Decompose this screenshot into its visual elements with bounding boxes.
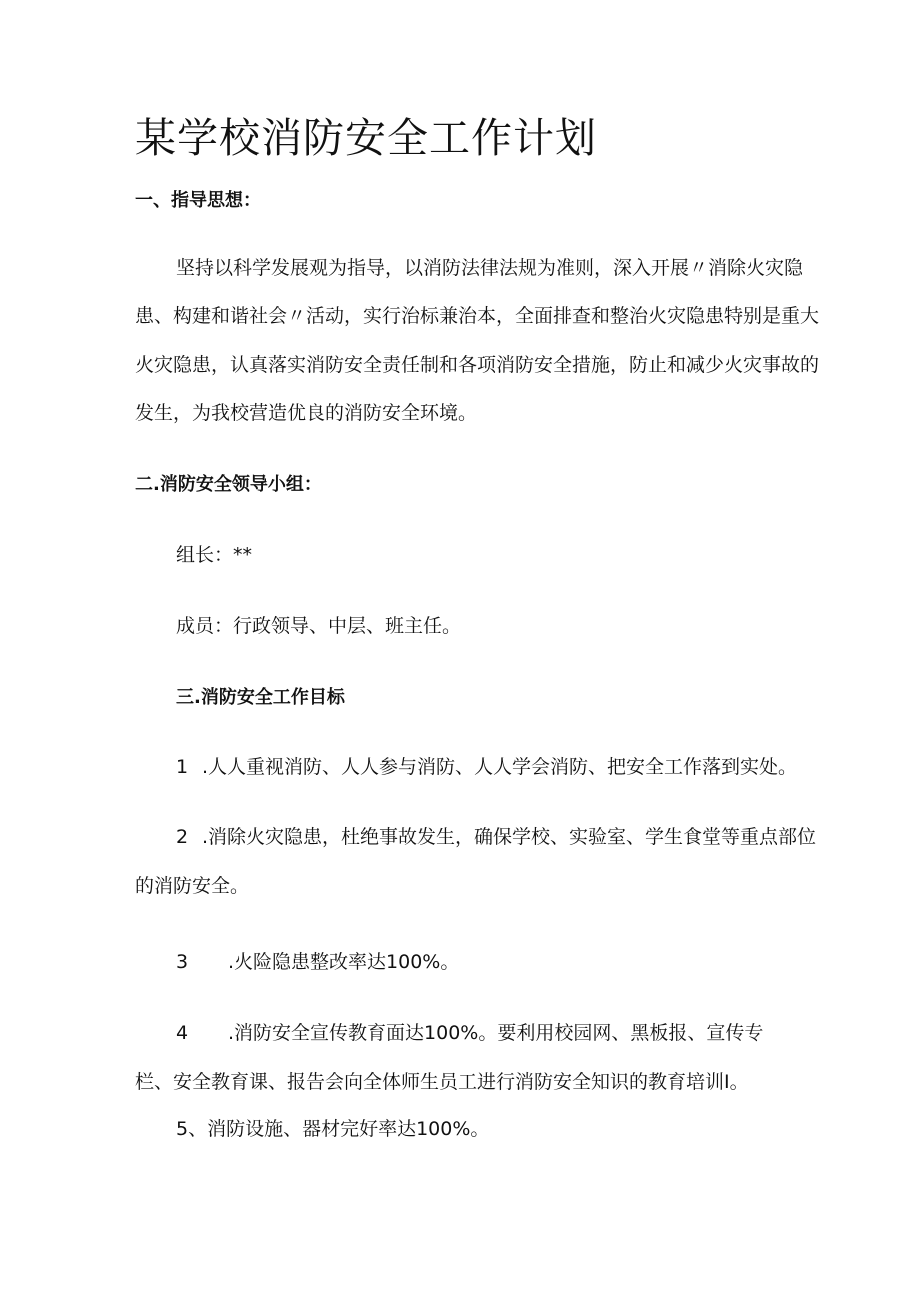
goal-number: 2	[176, 826, 189, 848]
paragraph-line: 火灾隐患，认真落实消防安全责任制和各项消防安全措施，防止和减少火灾事故的	[135, 354, 820, 376]
goal-item	[176, 1120, 489, 1139]
section-heading-guiding: 一、指导思想：	[135, 190, 261, 211]
goal-text-continued: 的消防安全。	[135, 875, 250, 897]
goal-item	[176, 758, 797, 777]
group-members: 成员：行政领导、中层、班主任。	[176, 615, 462, 637]
goal-text: .火险隐患整改率达100%。	[228, 951, 460, 973]
group-leader: 组长：**	[176, 544, 253, 566]
goal-text-continued: 栏、安全教育课、报告会向全体师生员工进行消防安全知识的教育培训I。	[135, 1071, 749, 1093]
section-heading-group: 二.消防安全领导小组：	[135, 474, 322, 495]
goal-text: .消除火灾隐患，杜绝事故发生，确保学校、实验室、学生食堂等重点部位	[202, 826, 817, 848]
goal-text: .消防安全宣传教育面达100%。要利用校园网、黑板报、宣传专	[228, 1022, 764, 1044]
goal-item	[176, 828, 816, 847]
goal-item	[176, 1024, 763, 1043]
goal-number: 1	[176, 756, 189, 778]
goal-number: 4	[176, 1022, 189, 1044]
document-title: 某学校消防安全工作计划	[135, 114, 597, 162]
section-heading-goals: 三.消防安全工作目标	[176, 687, 345, 708]
goal-text: 、消防设施、器材完好率达100%。	[188, 1118, 490, 1140]
goal-text: .人人重视消防、人人参与消防、人人学会消防、把安全工作落到实处。	[202, 756, 798, 778]
goal-item	[176, 953, 459, 972]
paragraph-line: 患、构建和谐社会〃活动，实行治标兼治本，全面排查和整治火灾隐患特别是重大	[135, 305, 820, 327]
goal-number: 3	[176, 951, 189, 973]
goal-number: 5	[176, 1118, 189, 1140]
paragraph-line: 坚持以科学发展观为指导，以消防法律法规为准则，深入开展〃消除火灾隐	[176, 257, 804, 279]
paragraph-line: 发生，为我校营造优良的消防安全环境。	[135, 402, 478, 424]
